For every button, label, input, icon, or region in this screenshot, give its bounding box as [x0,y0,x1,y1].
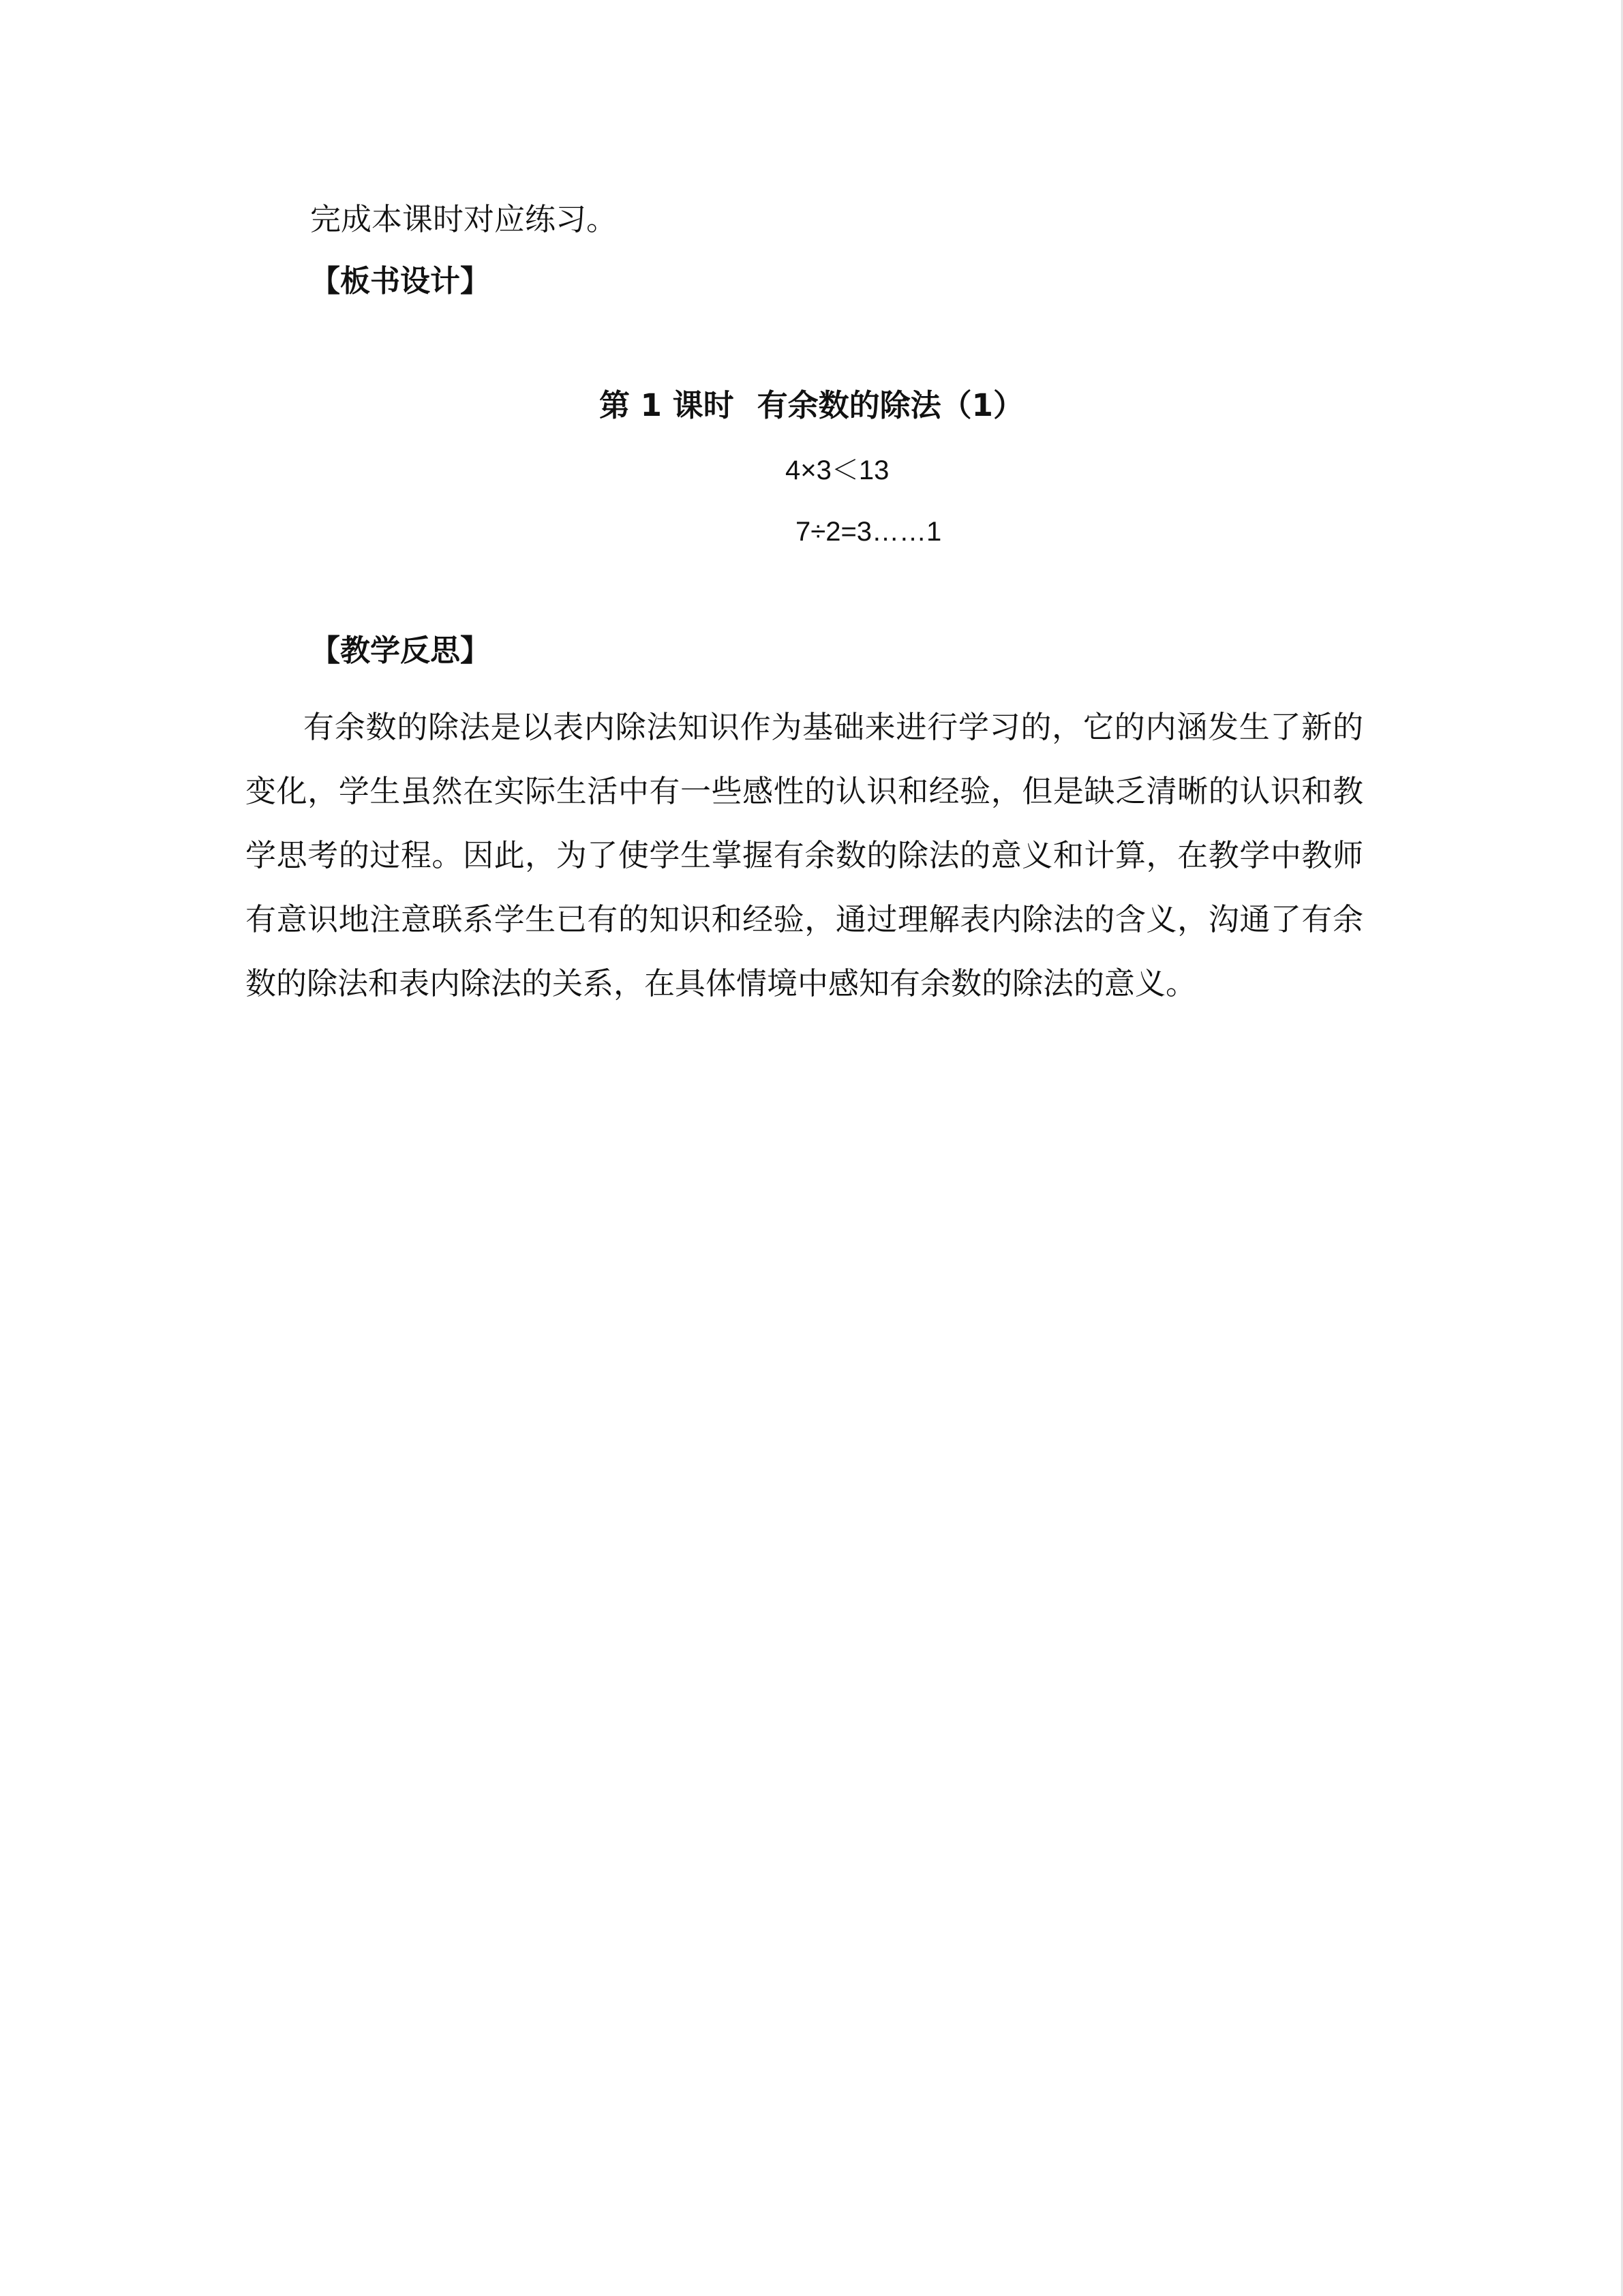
teaching-reflection-paragraph: 有余数的除法是以表内除法知识作为基础来进行学习的，它的内涵发生了新的变化，学生虽然在实际生活中有一些感性的认识和经验，但是缺乏清晰的认识和教学思考的过程。因此，为了使学生掌握有余数的除法的意义和计算，在教学中教师有意识地注意联系学生已有的知识和经验，通过理解表内除法的含义，沟通了有余数的除法和表内除法的关系，在具体情境中感知有余数的除法的意义。 [245,709,1363,1001]
board-design-title [0,385,1623,426]
teaching-reflection-heading: 【教学反思】 [310,633,490,668]
board-design-heading: 【板书设计】 [310,264,490,299]
board-equation-2: 7÷2=3……1 [795,517,942,547]
lesson-number: 第 1 课时 [599,387,734,423]
exercise-instruction: 完成本课时对应练习。 [310,201,618,237]
lesson-topic: 有余数的除法（1） [757,387,1024,423]
board-equation-1: 4×3＜13 [785,455,890,485]
